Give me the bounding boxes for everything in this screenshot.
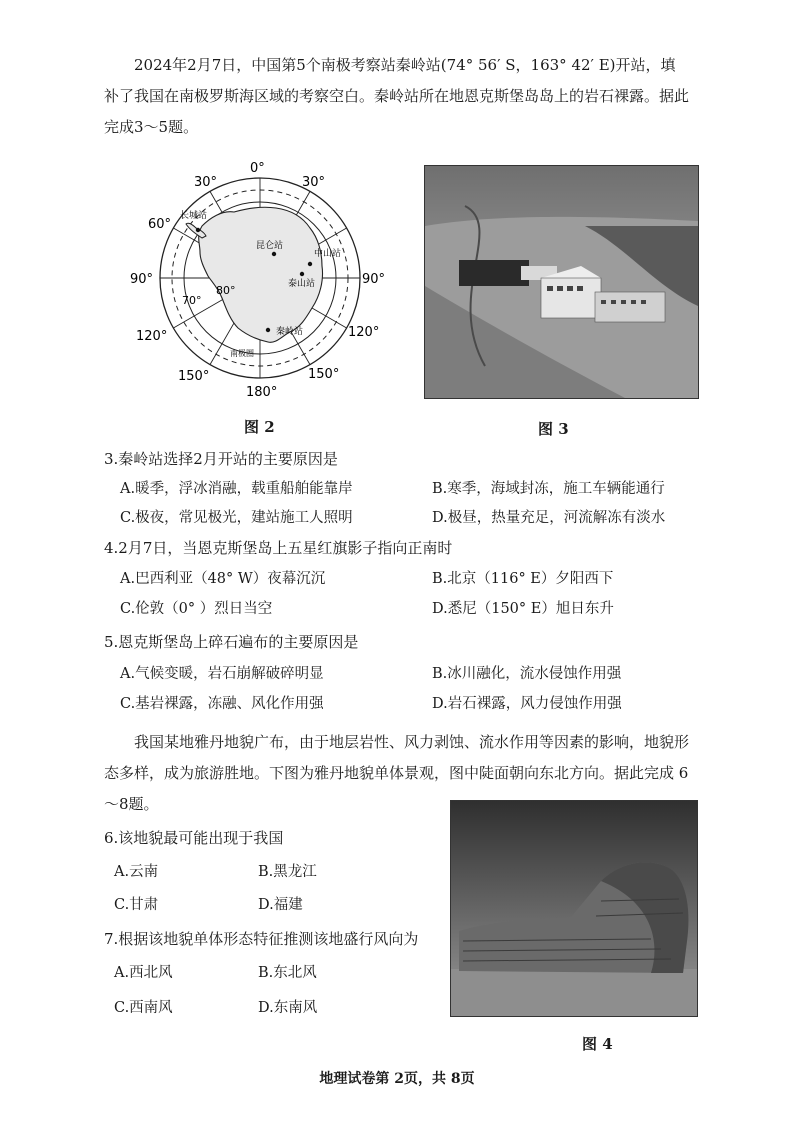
- question-3-option-c: C.极夜，常见极光，建站施工人照明: [120, 510, 353, 526]
- question-7-option-c: C.西南风: [114, 1000, 173, 1016]
- question-3-option-a: A.暖季，浮冰消融，载重船舶能靠岸: [120, 481, 353, 497]
- question-7-stem: 7.根据该地貌单体形态特征推测该地盛行风向为: [104, 930, 419, 948]
- question-4-option-a: A.巴西利亚（48° W）夜幕沉沉: [120, 571, 326, 587]
- lon-label-180: 180°: [246, 385, 278, 400]
- lon-label-150e: 150°: [308, 367, 340, 382]
- yardang-landform-photo: [450, 800, 698, 1017]
- qinling-station-photo: [424, 165, 699, 399]
- figure-4-caption: 图 4: [582, 1035, 613, 1053]
- question-6-option-a: A.云南: [114, 864, 159, 880]
- question-5-option-d: D.岩石裸露，风力侵蚀作用强: [432, 696, 622, 712]
- lon-label-90w: 90°: [130, 272, 154, 287]
- lon-label-60w: 60°: [148, 217, 172, 232]
- intro-paragraph-2: 我国某地雅丹地貌广布，由于地层岩性、风力剥蚀、流水作用等因素的影响，地貌形态多样，成为旅游胜地。下图为雅丹地貌单体景观，图中陡面朝向东北方向。据此完成 6～8题。: [104, 733, 690, 813]
- lon-label-90e: 90°: [362, 272, 386, 287]
- figure-2-caption: 图 2: [244, 418, 275, 436]
- question-4-option-b: B.北京（116° E）夕阳西下: [432, 571, 614, 587]
- question-7-option-d: D.东南风: [258, 1000, 318, 1016]
- lon-label-120e: 120°: [348, 325, 380, 340]
- question-7-option-a: A.西北风: [114, 965, 173, 981]
- intro-paragraph-1: 2024年2月7日，中国第5个南极考察站秦岭站(74° 56′ S，163° 42′ E)开站，填补了我国在南极罗斯海区域的考察空白。秦岭站所在地恩克斯堡岛岛上的岩石裸露。据此完成3～5题。: [104, 56, 690, 136]
- antarctica-polar-map: [130, 158, 390, 408]
- question-4-stem: 4.2月7日，当恩克斯堡岛上五星红旗影子指向正南时: [104, 539, 453, 557]
- lat-label-70: 70°: [182, 294, 202, 307]
- station-label-taishan: 泰山站: [288, 279, 316, 289]
- question-3-stem: 3.秦岭站选择2月开站的主要原因是: [104, 450, 338, 468]
- lat-label-80: 80°: [216, 284, 236, 297]
- lon-label-0: 0°: [250, 161, 265, 176]
- question-6-option-d: D.福建: [258, 897, 303, 913]
- lon-label-30e: 30°: [302, 175, 326, 190]
- station-label-zhongshan: 中山站: [314, 249, 342, 259]
- question-6-option-b: B.黑龙江: [258, 864, 317, 880]
- question-3-option-d: D.极昼，热量充足，河流解冻有淡水: [432, 510, 666, 526]
- page-footer: 地理试卷第 2页，共 8页: [319, 1071, 475, 1087]
- question-5-option-c: C.基岩裸露，冻融、风化作用强: [120, 696, 324, 712]
- figure-3-caption: 图 3: [538, 420, 569, 438]
- lon-label-150w: 150°: [178, 369, 210, 384]
- lon-label-120w: 120°: [136, 329, 168, 344]
- station-label-qinling: 秦岭站: [276, 327, 304, 337]
- question-5-option-a: A.气候变暖，岩石崩解破碎明显: [120, 666, 324, 682]
- lon-label-30w: 30°: [194, 175, 218, 190]
- question-6-option-c: C.甘肃: [114, 897, 159, 913]
- question-3-option-b: B.寒季，海域封冻，施工车辆能通行: [432, 481, 665, 497]
- question-5-option-b: B.冰川融化，流水侵蚀作用强: [432, 666, 622, 682]
- question-4-option-d: D.悉尼（150° E）旭日东升: [432, 601, 614, 617]
- antarctic-circle-label: 南极圈: [230, 349, 254, 358]
- station-label-changcheng: 长城站: [180, 211, 208, 221]
- question-7-option-b: B.东北风: [258, 965, 317, 981]
- question-4-option-c: C.伦敦（0° ）烈日当空: [120, 601, 273, 617]
- question-6-stem: 6.该地貌最可能出现于我国: [104, 829, 284, 847]
- question-5-stem: 5.恩克斯堡岛上碎石遍布的主要原因是: [104, 633, 359, 651]
- station-label-kunlun: 昆仑站: [256, 241, 284, 251]
